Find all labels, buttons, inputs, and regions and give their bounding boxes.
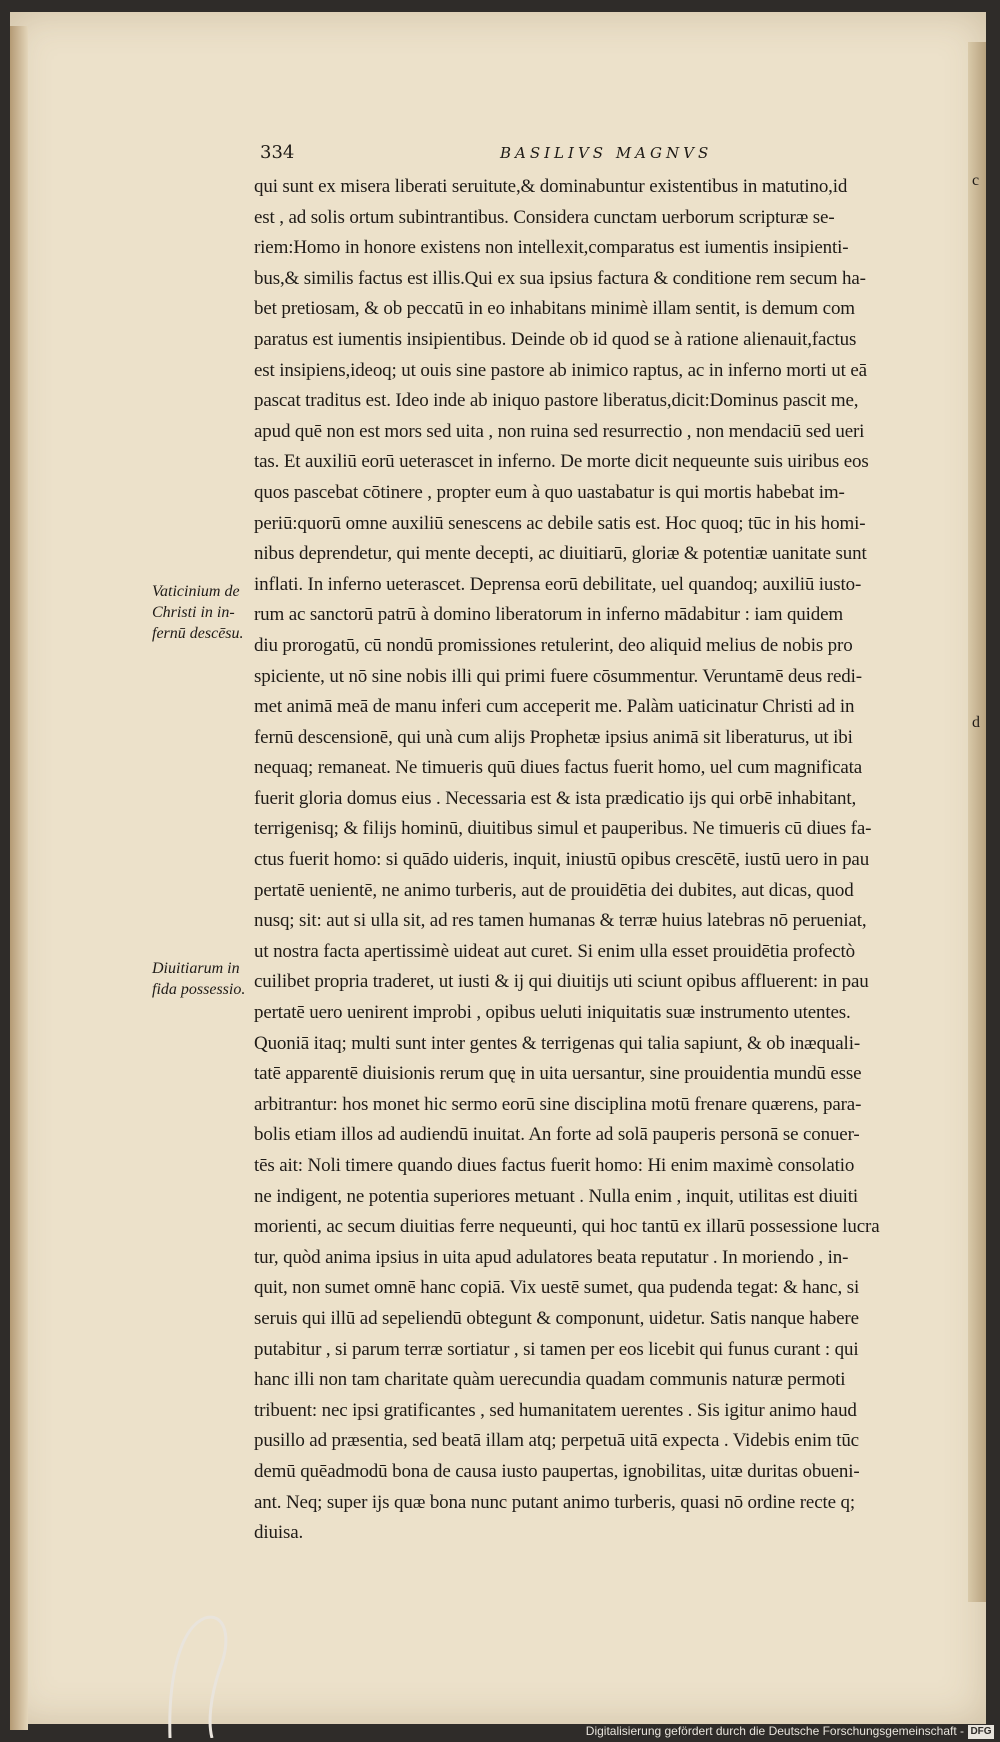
text-line: bolis etiam illos ad audiendū inuitat. An forte ad solā pauperis personā se conuer- xyxy=(254,1124,860,1146)
text-line: hanc illi non tam charitate quàm uerecundia quadam communis naturæ permoti xyxy=(254,1369,846,1391)
book-page xyxy=(10,12,986,1724)
dfg-logo-icon: DFG xyxy=(968,1725,994,1739)
marginal-note-line: fida possessio. xyxy=(152,981,246,998)
margin-letter-d: d xyxy=(972,714,980,731)
text-line: apud quē non est mors sed uita , non ruina sed resurrectio , non mendaciū sed ueri xyxy=(254,420,865,442)
text-line: est , ad solis ortum subintrantibus. Considera cunctam uerborum scripturæ se- xyxy=(254,206,835,228)
text-line: est insipiens,ideoq; ut ouis sine pastore ab inimico raptus, ac in inferno morti ut eā xyxy=(254,359,867,381)
main-text-block xyxy=(254,172,974,1549)
text-line: tēs ait: Noli timere quando diues factus fuerit homo: Hi enim maximè consolatio xyxy=(254,1155,855,1176)
text-line: cuilibet propria traderet, ut iusti & ij qui diuitijs uti sciunt opibus affluerent: in pau xyxy=(254,971,869,993)
text-line: bus,& similis factus est illis.Qui ex sua ipsius factura & conditione rem secum ha- xyxy=(254,267,866,289)
text-line: nusq; sit: aut si ulla sit, ad res tamen humanas & terræ huius latebras nō perueniat, xyxy=(254,910,867,932)
marginal-note-diuitiarum xyxy=(152,958,258,1000)
text-line: qui sunt ex misera liberati seruitute,& dominabuntur existentibus in matutino,id xyxy=(254,176,848,197)
text-line: fernū descensionē, qui unà cum alijs Prophetæ ipsius animā sit liberaturus, ut ibi xyxy=(254,726,853,748)
text-line: arbitrantur: hos monet hic sermo eorū sine disciplina motū frenare quærens, para- xyxy=(254,1093,862,1115)
text-line: quos pascebat cōtinere , propter eum à quo uastabatur is qui mortis habebat im- xyxy=(254,481,845,503)
footer-credit: Digitalisierung gefördert durch die Deutsche Forschungsgemeinschaft - xyxy=(585,1724,964,1738)
text-line: tas. Et auxiliū eorū ueterascet in inferno. De morte dicit nequeunte suis uiribus eos xyxy=(254,451,869,473)
text-line: pascat traditus est. Ideo inde ab iniquo pastore liberatus,dicit:Dominus pascit me, xyxy=(254,390,859,412)
margin-letter-c: c xyxy=(972,172,980,189)
running-title: BASILIVS MAGNVS xyxy=(500,144,713,162)
text-line: diuisa. xyxy=(254,1522,304,1544)
text-line: diu prorogatū, cū nondū promissiones retulerint, deo aliquid melius de nobis pro xyxy=(254,634,853,656)
text-line: tribuent: nec ipsi gratificantes , sed humanitatem uerentes . Sis igitur animo haud xyxy=(254,1399,857,1421)
text-line: paratus est iumentis insipientibus. Deinde ob id quod se à ratione alienauit,factus xyxy=(254,328,857,350)
marginal-note-line: Vaticinium de xyxy=(152,583,240,600)
bookmark-ribbon-icon xyxy=(150,1598,240,1738)
text-line: quit, non sumet omnē hanc copiā. Vix uestē sumet, qua pudenda tegat: & hanc, si xyxy=(254,1277,860,1299)
marginal-note-line: Diuitiarum in xyxy=(152,960,240,977)
page-number: 334 xyxy=(260,142,295,163)
marginal-note-line: Christi in in- xyxy=(152,604,235,621)
text-line: inflati. In inferno ueterascet. Deprensa eorū debilitate, uel quandoq; auxiliū iusto- xyxy=(254,573,862,595)
text-line: pusillo ad præsentia, sed beatā illam atq; perpetuā uitā expecta . Videbis enim tūc xyxy=(254,1430,859,1452)
text-line: nibus deprendetur, qui mente decepti, ac diuitiarū, gloriæ & potentiæ uanitate sunt xyxy=(254,543,867,565)
text-line: nequaq; remaneat. Ne timueris quū diues factus fuerit homo, uel cum magnificata xyxy=(254,757,863,779)
text-line: seruis qui illū ad sepeliendū obtegunt & componunt, uidetur. Satis nanque habere xyxy=(254,1307,859,1329)
text-line: terrigenisq; & filijs hominū, diuitibus simul et pauperibus. Ne timueris cū diues fa- xyxy=(254,818,872,840)
marginal-note-line: fernū descēsu. xyxy=(152,625,244,642)
text-line: ctus fuerit homo: si quādo uideris, inquit, iniustū opibus crescētē, iustū uero in pau xyxy=(254,849,870,871)
page-gutter xyxy=(10,26,28,1730)
text-line: fuerit gloria domus eius . Necessaria est & ista prædicatio ijs qui orbē inhabitant, xyxy=(254,787,857,809)
text-line: tur, quòd anima ipsius in uita apud adulatores beata reputatur . In moriendo , in- xyxy=(254,1246,849,1268)
text-line: Quoniā itaq; multi sunt inter gentes & terrigenas qui talia sapiunt, & ob inæquali- xyxy=(254,1032,860,1054)
text-line: pertatē uero uenirent improbi , opibus ueluti iniquitatis suæ instrumento utentes. xyxy=(254,1002,851,1024)
text-line: ant. Neq; super ijs quæ bona nunc putant animo turberis, quasi nō ordine recte q; xyxy=(254,1491,855,1513)
text-line: putabitur , si parum terræ sortiatur , si tamen per eos licebit qui funus curant : qui xyxy=(254,1338,859,1360)
text-line: morienti, ac secum diuitias ferre nequeunti, qui hoc tantū ex illarū possessione lucra xyxy=(254,1216,880,1238)
text-line: demū quēadmodū bona de causa iusto paupertas, ignobilitas, uitæ duritas obueni- xyxy=(254,1460,860,1482)
text-line: pertatē uenientē, ne animo turberis, aut de prouidētia dei dubites, aut dicas, quod xyxy=(254,879,854,901)
text-line: met animā meā de manu inferi cum acceperit me. Palàm uaticinatur Christi ad in xyxy=(254,696,855,718)
text-line: rum ac sanctorū patrū à domino liberatorum in inferno mādabitur : iam quidem xyxy=(254,604,844,626)
text-line: spiciente, ut nō sine nobis illi qui primi fuere cōsummentur. Veruntamē deus redi- xyxy=(254,665,862,687)
text-line: tatē apparentē diuisionis rerum quę in uita uersantur, sine prouidentia mundū esse xyxy=(254,1063,862,1085)
marginal-note-vaticinium xyxy=(152,581,258,644)
text-line: bet pretiosam, & ob peccatū in eo inhabitans minimè illam sentit, is demum com xyxy=(254,298,855,320)
text-line: ut nostra facta apertissimè uideat aut curet. Si enim ulla esset prouidētia profectò xyxy=(254,940,855,962)
text-line: periū:quorū omne auxiliū senescens ac debile satis est. Hoc quoq; tūc in his homi- xyxy=(254,512,866,534)
text-line: ne indigent, ne potentia superiores metuant . Nulla enim , inquit, utilitas est diuiti xyxy=(254,1185,858,1207)
text-line: riem:Homo in honore existens non intellexit,comparatus est iumentis insipienti- xyxy=(254,237,849,259)
page-header xyxy=(260,142,780,164)
